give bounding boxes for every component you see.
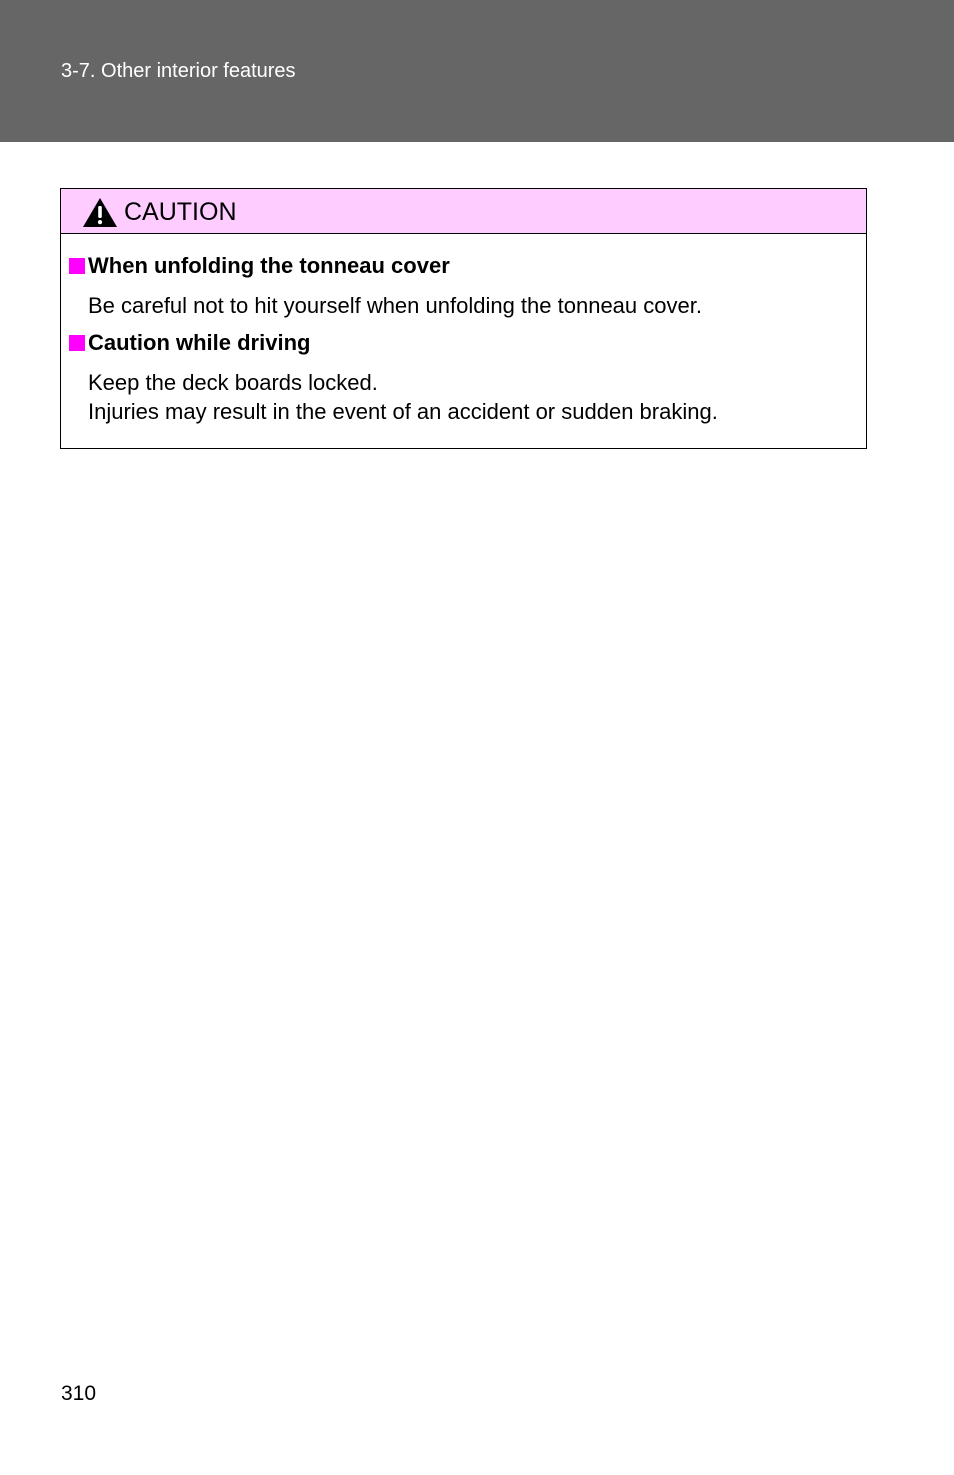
caution-header [61, 189, 866, 234]
caution-label: CAUTION [124, 198, 237, 226]
section-body-line: Injuries may result in the event of an accident or sudden braking. [88, 399, 718, 424]
section-heading: When unfolding the tonneau cover [88, 253, 450, 278]
section-title: 3-7. Other interior features [61, 60, 296, 82]
section-body [88, 291, 702, 320]
section-heading: Caution while driving [88, 330, 311, 355]
caution-box [60, 188, 867, 449]
warning-triangle-icon [82, 197, 118, 228]
bullet-square-icon [69, 335, 85, 351]
chapter-header [0, 0, 954, 142]
section-body [88, 368, 718, 426]
page-number: 310 [61, 1382, 97, 1405]
section-body-line: Be careful not to hit yourself when unfolding the tonneau cover. [88, 293, 702, 318]
bullet-square-icon [69, 258, 85, 274]
section-body-line: Keep the deck boards locked. [88, 370, 378, 395]
